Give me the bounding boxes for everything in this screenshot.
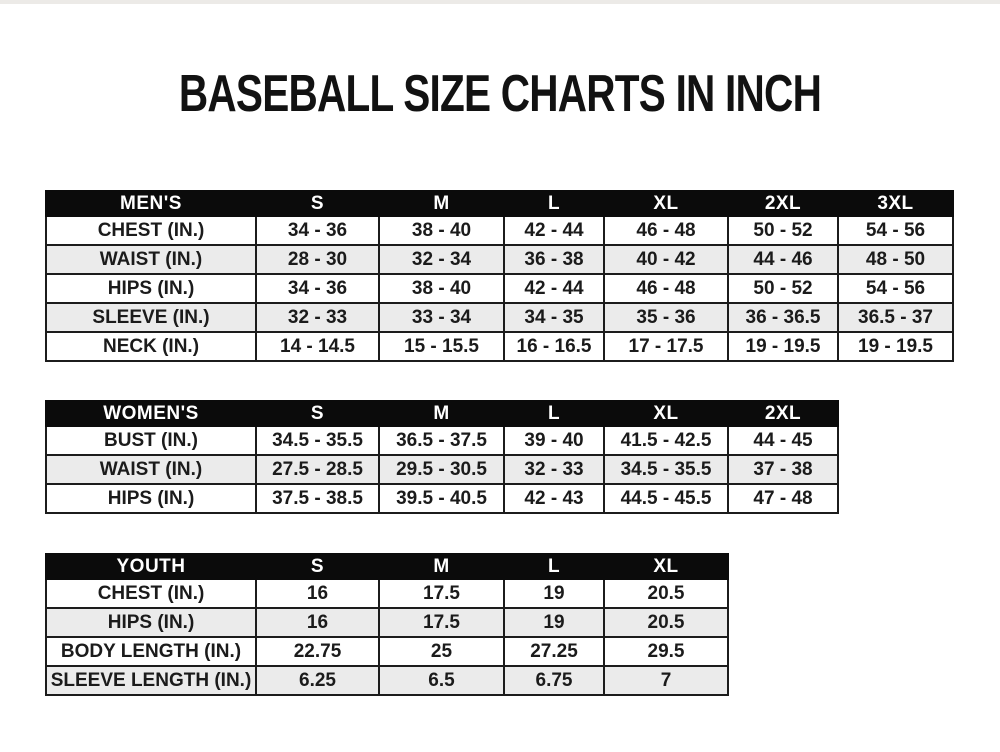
size-column-header: XL [604, 554, 728, 579]
size-column-header: L [504, 191, 604, 216]
table-row [46, 216, 953, 245]
size-value-cell: 36.5 - 37.5 [379, 426, 504, 455]
size-column-header: S [256, 401, 379, 426]
row-label: BODY LENGTH (IN.) [46, 637, 256, 666]
size-value-cell: 6.75 [504, 666, 604, 695]
table-row [46, 484, 838, 513]
table-row [46, 608, 728, 637]
size-column-header: M [379, 191, 504, 216]
table-title-header: MEN'S [46, 191, 256, 216]
size-value-cell: 41.5 - 42.5 [604, 426, 728, 455]
size-value-cell: 44 - 45 [728, 426, 838, 455]
size-column-header: L [504, 554, 604, 579]
size-value-cell: 6.5 [379, 666, 504, 695]
size-value-cell: 29.5 [604, 637, 728, 666]
size-value-cell: 39 - 40 [504, 426, 604, 455]
size-value-cell: 54 - 56 [838, 274, 953, 303]
size-value-cell: 47 - 48 [728, 484, 838, 513]
size-value-cell: 35 - 36 [604, 303, 728, 332]
size-value-cell: 25 [379, 637, 504, 666]
page-title: BASEBALL SIZE CHARTS IN INCH [178, 65, 822, 123]
size-value-cell: 36.5 - 37 [838, 303, 953, 332]
size-value-cell: 39.5 - 40.5 [379, 484, 504, 513]
size-column-header: M [379, 401, 504, 426]
table-header-row [46, 554, 728, 579]
size-column-header: 2XL [728, 401, 838, 426]
table-row [46, 455, 838, 484]
size-value-cell: 42 - 44 [504, 216, 604, 245]
size-value-cell: 16 [256, 608, 379, 637]
size-value-cell: 34.5 - 35.5 [604, 455, 728, 484]
table-row [46, 245, 953, 274]
size-value-cell: 20.5 [604, 608, 728, 637]
scan-edge-artifact [0, 0, 1000, 4]
size-value-cell: 38 - 40 [379, 216, 504, 245]
size-value-cell: 44 - 46 [728, 245, 838, 274]
row-label: CHEST (IN.) [46, 579, 256, 608]
row-label: WAIST (IN.) [46, 245, 256, 274]
size-value-cell: 17.5 [379, 608, 504, 637]
row-label: SLEEVE (IN.) [46, 303, 256, 332]
table-row [46, 579, 728, 608]
table-row [46, 303, 953, 332]
size-value-cell: 40 - 42 [604, 245, 728, 274]
table-title-header: YOUTH [46, 554, 256, 579]
size-value-cell: 46 - 48 [604, 216, 728, 245]
size-value-cell: 42 - 43 [504, 484, 604, 513]
table-row [46, 332, 953, 361]
size-column-header: XL [604, 191, 728, 216]
size-value-cell: 32 - 33 [504, 455, 604, 484]
size-value-cell: 42 - 44 [504, 274, 604, 303]
row-label: HIPS (IN.) [46, 484, 256, 513]
size-column-header: S [256, 191, 379, 216]
table-row [46, 274, 953, 303]
size-value-cell: 19 [504, 608, 604, 637]
size-column-header: XL [604, 401, 728, 426]
womens-size-table [45, 400, 839, 514]
size-value-cell: 34 - 36 [256, 274, 379, 303]
size-value-cell: 32 - 33 [256, 303, 379, 332]
row-label: SLEEVE LENGTH (IN.) [46, 666, 256, 695]
size-value-cell: 20.5 [604, 579, 728, 608]
row-label: HIPS (IN.) [46, 608, 256, 637]
table-row [46, 666, 728, 695]
size-value-cell: 27.25 [504, 637, 604, 666]
size-value-cell: 33 - 34 [379, 303, 504, 332]
size-column-header: S [256, 554, 379, 579]
size-value-cell: 19 - 19.5 [728, 332, 838, 361]
size-value-cell: 50 - 52 [728, 274, 838, 303]
size-column-header: 2XL [728, 191, 838, 216]
youth-size-table [45, 553, 729, 696]
size-value-cell: 36 - 38 [504, 245, 604, 274]
size-value-cell: 28 - 30 [256, 245, 379, 274]
size-value-cell: 14 - 14.5 [256, 332, 379, 361]
size-value-cell: 6.25 [256, 666, 379, 695]
size-value-cell: 38 - 40 [379, 274, 504, 303]
size-value-cell: 34 - 35 [504, 303, 604, 332]
row-label: HIPS (IN.) [46, 274, 256, 303]
size-value-cell: 34.5 - 35.5 [256, 426, 379, 455]
size-value-cell: 48 - 50 [838, 245, 953, 274]
size-value-cell: 54 - 56 [838, 216, 953, 245]
size-value-cell: 17.5 [379, 579, 504, 608]
size-value-cell: 44.5 - 45.5 [604, 484, 728, 513]
size-value-cell: 16 [256, 579, 379, 608]
row-label: BUST (IN.) [46, 426, 256, 455]
row-label: WAIST (IN.) [46, 455, 256, 484]
size-value-cell: 37.5 - 38.5 [256, 484, 379, 513]
size-value-cell: 17 - 17.5 [604, 332, 728, 361]
size-value-cell: 19 - 19.5 [838, 332, 953, 361]
size-value-cell: 34 - 36 [256, 216, 379, 245]
size-value-cell: 15 - 15.5 [379, 332, 504, 361]
table-row [46, 426, 838, 455]
mens-size-table [45, 190, 954, 362]
size-value-cell: 37 - 38 [728, 455, 838, 484]
size-column-header: L [504, 401, 604, 426]
size-value-cell: 46 - 48 [604, 274, 728, 303]
size-column-header: M [379, 554, 504, 579]
row-label: NECK (IN.) [46, 332, 256, 361]
table-header-row [46, 191, 953, 216]
table-row [46, 637, 728, 666]
table-title-header: WOMEN'S [46, 401, 256, 426]
table-header-row [46, 401, 838, 426]
size-value-cell: 22.75 [256, 637, 379, 666]
size-value-cell: 19 [504, 579, 604, 608]
size-value-cell: 27.5 - 28.5 [256, 455, 379, 484]
size-value-cell: 36 - 36.5 [728, 303, 838, 332]
size-value-cell: 7 [604, 666, 728, 695]
size-value-cell: 16 - 16.5 [504, 332, 604, 361]
size-value-cell: 29.5 - 30.5 [379, 455, 504, 484]
size-column-header: 3XL [838, 191, 953, 216]
size-value-cell: 32 - 34 [379, 245, 504, 274]
size-value-cell: 50 - 52 [728, 216, 838, 245]
row-label: CHEST (IN.) [46, 216, 256, 245]
